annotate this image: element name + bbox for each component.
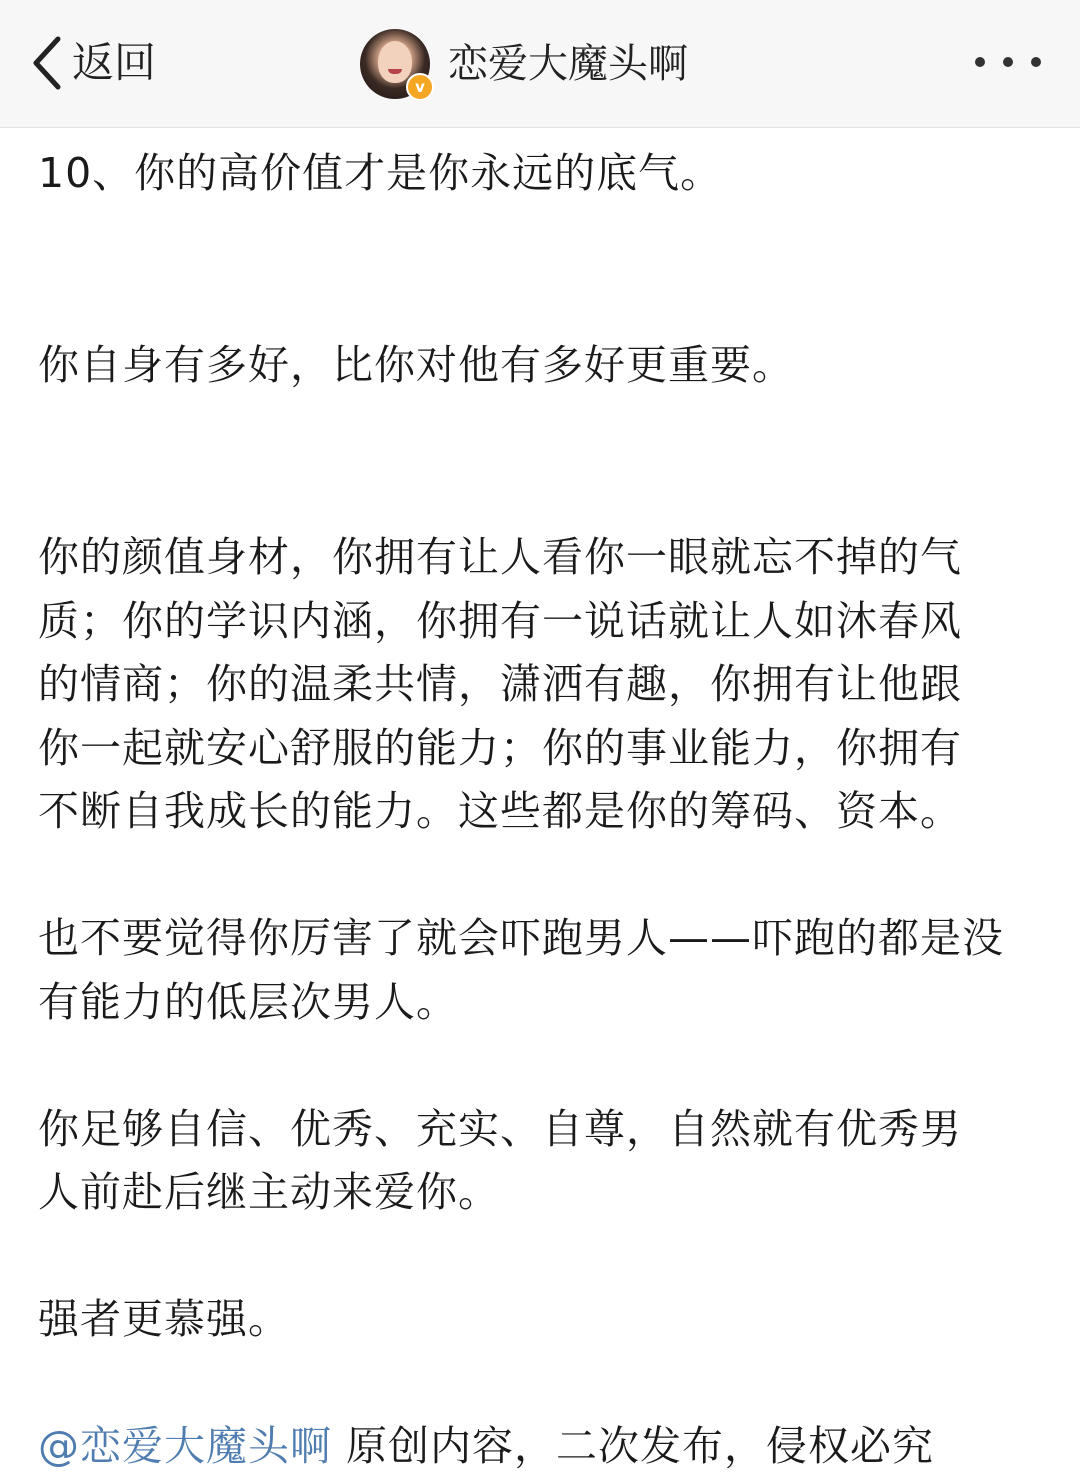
spacer [38,1225,1058,1289]
verified-badge-icon: v [406,73,434,101]
spacer [38,844,1058,908]
paragraph: 强者更慕强。 [38,1295,290,1343]
spacer [38,206,1058,270]
article-body [38,142,1058,1479]
account-name[interactable]: 恋爱大魔头啊 [448,41,688,87]
paragraph-line: 不断自我成长的能力。这些都是你的筹码、资本。 [38,787,962,835]
avatar[interactable] [360,29,430,99]
avatar-face [378,41,412,83]
paragraph-line: 质；你的学识内涵，你拥有一说话就让人如沐春风 [38,596,962,645]
spacer [38,269,1058,334]
copyright-notice [38,1415,1058,1479]
back-button[interactable] [30,30,156,96]
more-button[interactable] [970,42,1046,82]
spacer [38,1352,1058,1416]
paragraph-line: 你的颜值身材，你拥有让人看你一眼就忘不掉的气 [38,533,962,581]
paragraph-line: 你一起就安心舒服的能力；你的事业能力，你拥有 [38,723,962,772]
spacer [38,461,1058,526]
paragraph-line: 人前赴后继主动来爱你。 [38,1168,500,1216]
top-navigation-bar [0,0,1080,128]
paragraph-line: 也不要觉得你厉害了就会吓跑男人——吓跑的都是没 [38,914,1004,962]
spacer [38,398,1058,462]
spacer [38,1034,1058,1098]
back-label: 返回 [72,38,157,87]
paragraph-line: 有能力的低层次男人。 [38,977,458,1026]
copyright-text: 原创内容，二次发布，侵权必究 [332,1422,935,1470]
paragraph-line: 的情商；你的温柔共情，潇洒有趣，你拥有让他跟 [38,660,962,708]
paragraph: 你自身有多好，比你对他有多好更重要。 [38,341,794,389]
author-mention-link[interactable]: @恋爱大魔头啊 [38,1422,332,1470]
more-dots-icon [970,42,1046,82]
paragraph-line: 你足够自信、优秀、充实、自尊，自然就有优秀男 [38,1104,962,1153]
paragraph-heading: 10、你的高价值才是你永远的底气。 [38,149,723,197]
chevron-left-icon [30,35,64,91]
account-header[interactable] [360,28,688,100]
